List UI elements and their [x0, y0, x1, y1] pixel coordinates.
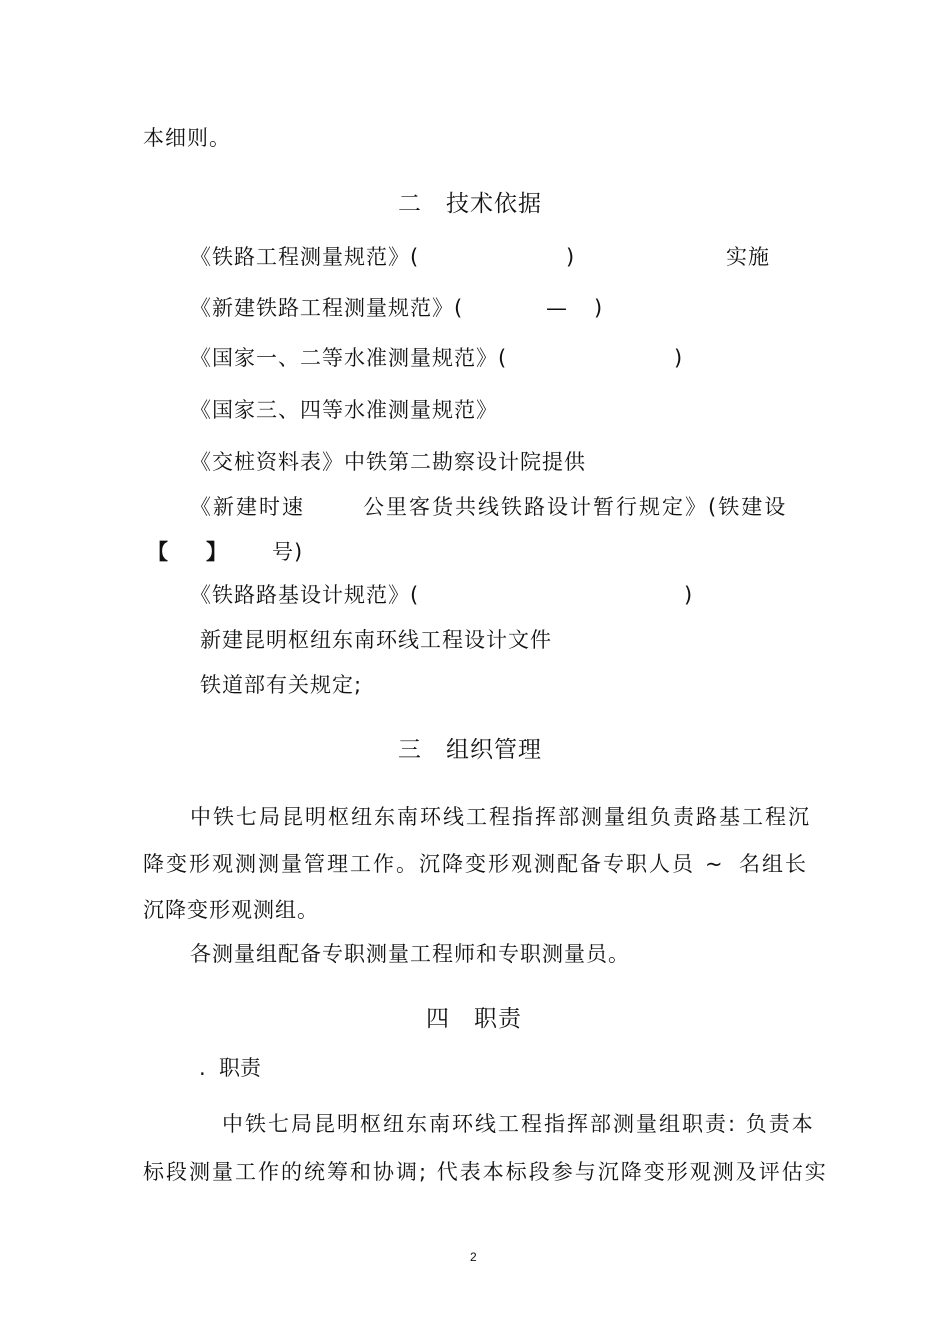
reference-subgrade-design-spec: 《铁路路基设计规范》( [190, 583, 420, 607]
organization-paragraph-line2: 降变形观测测量管理工作。沉降变形观测配备专职人员 [143, 852, 695, 876]
reference-levelling-spec-1-2-close: ) [674, 346, 683, 370]
responsibilities-paragraph-line2: 标段测量工作的统筹和协调; 代表本标段参与沉降变形观测及评估实 [143, 1160, 828, 1184]
reference-interim-design-rule-part2: 公里客货共线铁路设计暂行规定》(铁建设 [363, 495, 788, 519]
organization-paragraph-tilde: ~ [705, 852, 723, 876]
reference-interim-design-rule-part1: 《新建时速 [190, 495, 305, 519]
responsibilities-subheading: . 职责 [199, 1056, 262, 1080]
section-heading-organization: 三 组织管理 [398, 737, 542, 763]
reference-new-railway-survey-spec-dash: — [546, 296, 567, 320]
section-heading-technical-basis: 二 技术依据 [398, 191, 542, 217]
reference-railway-survey-spec: 《铁路工程测量规范》( [190, 245, 420, 269]
organization-paragraph-2: 各测量组配备专职测量工程师和专职测量员。 [190, 942, 630, 966]
reference-design-documents: 新建昆明枢纽东南环线工程设计文件 [200, 628, 552, 652]
responsibilities-paragraph-line1: 中铁七局昆明枢纽东南环线工程指挥部测量组职责: 负责本 [222, 1112, 815, 1136]
reference-ministry-rules: 铁道部有关规定; [200, 673, 363, 697]
reference-new-railway-survey-spec: 《新建铁路工程测量规范》( [190, 296, 464, 320]
reference-interim-design-rule-tail: 号) [272, 540, 304, 564]
section-heading-responsibilities: 四 职责 [426, 1006, 522, 1032]
organization-paragraph-line3: 沉降变形观测组。 [143, 898, 319, 922]
reference-levelling-spec-1-2: 《国家一、二等水准测量规范》( [190, 346, 508, 370]
reference-subgrade-design-spec-close: ) [684, 583, 693, 607]
reference-interim-design-rule-bracket-open: 【 [147, 540, 168, 564]
reference-new-railway-survey-spec-close: ) [594, 296, 603, 320]
reference-levelling-spec-3-4: 《国家三、四等水准测量规范》 [190, 398, 498, 422]
organization-paragraph-line2-end: 名组长 [739, 852, 808, 876]
reference-railway-survey-spec-close: ) [566, 245, 575, 269]
reference-railway-survey-spec-note: 实施 [726, 245, 770, 269]
intro-tail-text: 本细则。 [143, 126, 231, 150]
reference-interim-design-rule-bracket-close: 】 [206, 540, 227, 564]
page-number: 2 [470, 1250, 477, 1264]
reference-pile-handover-table: 《交桩资料表》中铁第二勘察设计院提供 [190, 450, 586, 474]
organization-paragraph-line1: 中铁七局昆明枢纽东南环线工程指挥部测量组负责路基工程沉 [190, 805, 811, 829]
